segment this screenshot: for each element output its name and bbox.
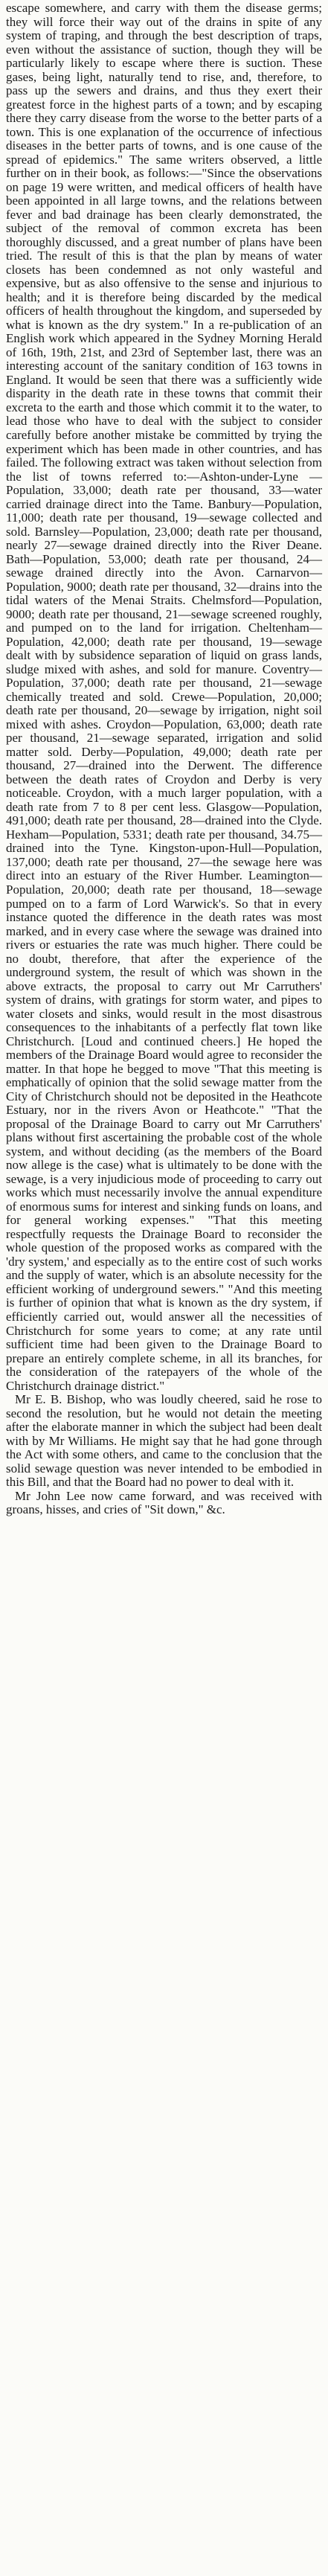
article-paragraph-williams-speech: escape somewhere, and carry with them the disease germs; they will force their way out of the drains in spite of any system of traping, and through the best description of traps, even without the assistance of suction, though they will be particularly likely to escape where there is suction. These gases, being light, naturally tend to rise, and, therefore, to pass up the sewers and drains, and thus they exert their greatest force in the highest parts of a town; and by escaping there they carry disease from the worse to the better parts of a town. This is one explanation of the occurrence of infectious diseases in the better parts of towns, and is one cause of the spread of epidemics." The same writers observed, a little further on in their book, as follows:—"Since the observations on page 19 were written, and medical officers of health have been appointed in all large towns, and the relations between fever and bad drainage has been clearly demonstrated, the subject of the removal of common excreta has been thoroughly discussed, and a great number of plans have been tried. The result of this is that the plan by means of water closets has been condemned as not only wasteful and expensive, but as also offensive to the sense and injurious to health; and it is therefore being discarded by the medical officers of health throughout the kingdom, and superseded by what is known as the dry system." In a re-publication of an English work which appeared in the Sydney Morning Herald of 16th, 19th, 21st, and 23rd of September last, there was an interesting account of the sanitary condition of 163 towns in England. It would be seen that there was a sufficiently wide disparity in the death rate in these towns that commit their excreta to the earth and those which commit it to the water, to lead those who have to deal with the subject to consider carefully before another mistake be committed by trying the experiment which has been made in other countries, and has failed. The following extract was taken without selection from the list of towns referred to:—Ashton-under-Lyne — Population, 33,000; death rate per thousand, 33—water carried drainage direct into the Tame. Banbury—Population, 11,000; death rate per thousand, 19—sewage collected and sold. Barnsley—Population, 23,000; death rate per thousand, nearly 27—sewage drained directly into the River Deane. Bath—Population, 53,000; death rate per thousand, 24—sewage drained directly into the Avon. Carnarvon—Population, 9000; death rate per thousand, 32—drains into the tidal waters of the Menai Straits. Chelmsford—Population, 9000; death rate per thousand, 21—sewage screened roughly, and pumped on to the land for irrigation. Cheltenham—Population, 42,000; death rate per thousand, 19—sewage dealt with by subsidence separation of liquid on grass lands, sludge mixed with ashes, and sold for manure. Coventry—Population, 37,000; death rate per thousand, 21—sewage chemically treated and sold. Crewe—Population, 20,000; death rate per thousand, 20—sewage by irrigation, night soil mixed with ashes. Croydon—Population, 63,000; death rate per thousand, 21—sewage separated, irrigation and solid matter sold. Derby—Population, 49,000; death rate per thousand, 27—drained into the Derwent. The difference between the death rates of Croydon and Derby is very noticeable. Croydon, with a much larger population, with a death rate from 7 to 8 per cent less. Glasgow—Population, 491,000; death rate per thousand, 28—drained into the Clyde. Hexham—Population, 5331; death rate per thousand, 34.75—drained into the Tyne. Kingston-upon-Hull—Population, 137,000; death rate per thousand, 27—the sewage here was direct into an estuary of the River Humber. Leamington—Population, 20,000; death rate per thousand, 18—sewage pumped on to a farm of Lord Warwick's. So that in every instance quoted the difference in the death rates was most marked, and in every case where the sewage was drained into rivers or estuaries the rate was much higher. There could be no doubt, therefore, that after the experience of the underground system, the result of which was shown in the above extracts, the proposal to carry out Mr Carruthers' system of drains, with gratings for storm water, and pipes to water closets and sinks, would result in the most disastrous consequences to the inhabitants of a perfectly flat town like Christchurch. [Loud and continued cheers.] He hoped the members of the Drainage Board would agree to reconsider the matter. In that hope he begged to move "That this meeting is emphatically of opinion that the solid sewage matter from the City of Christchurch should not be deposited in the Heathcote Estuary, nor in the rivers Avon or Heathcote." "That the proposal of the Drainage Board to carry out Mr Carruthers' plans without first ascertaining the probable cost of the whole system, and without deciding (as the members of the Board now allege is the case) what is ultimately to be done with the sewage, is a very injudicious mode of proceeding to carry out works which must necessarily involve the annual expenditure of enormous sums for interest and sinking funds on loans, and for general working expenses." "That this meeting respectfully requests the Drainage Board to reconsider the whole question of the proposed works as compared with the 'dry system,' and especially as to the entire cost of such works and the supply of water, which is an absolute necessity for the efficient working of underground sewers." "And this meeting is further of opinion that what is known as the dry system, if efficiently carried out, would answer all the necessities of Christchurch for some years to come; at any rate until sufficient time had been given to the Drainage Board to prepare an entirely complete scheme, in all its branches, for the consideration of the ratepayers of the whole of the Christchurch drainage district." <box>6 1 322 1393</box>
article-paragraph-lee-received: Mr John Lee now came forward, and was received with groans, hisses, and cries of "Sit down," &c. <box>6 1488 322 1517</box>
article-paragraph-bishop-seconds: Mr E. B. Bishop, who was loudly cheered, said he rose to second the resolution, but he would not detain the meeting after the elaborate manner in which the subject had been dealt with by Mr Williams. He might say that he had gone through the Act with some others, and came to the conclusion that the solid sewage question was never intended to be embodied in this Bill, and that the Board had no power to deal with it. <box>6 1392 322 1490</box>
